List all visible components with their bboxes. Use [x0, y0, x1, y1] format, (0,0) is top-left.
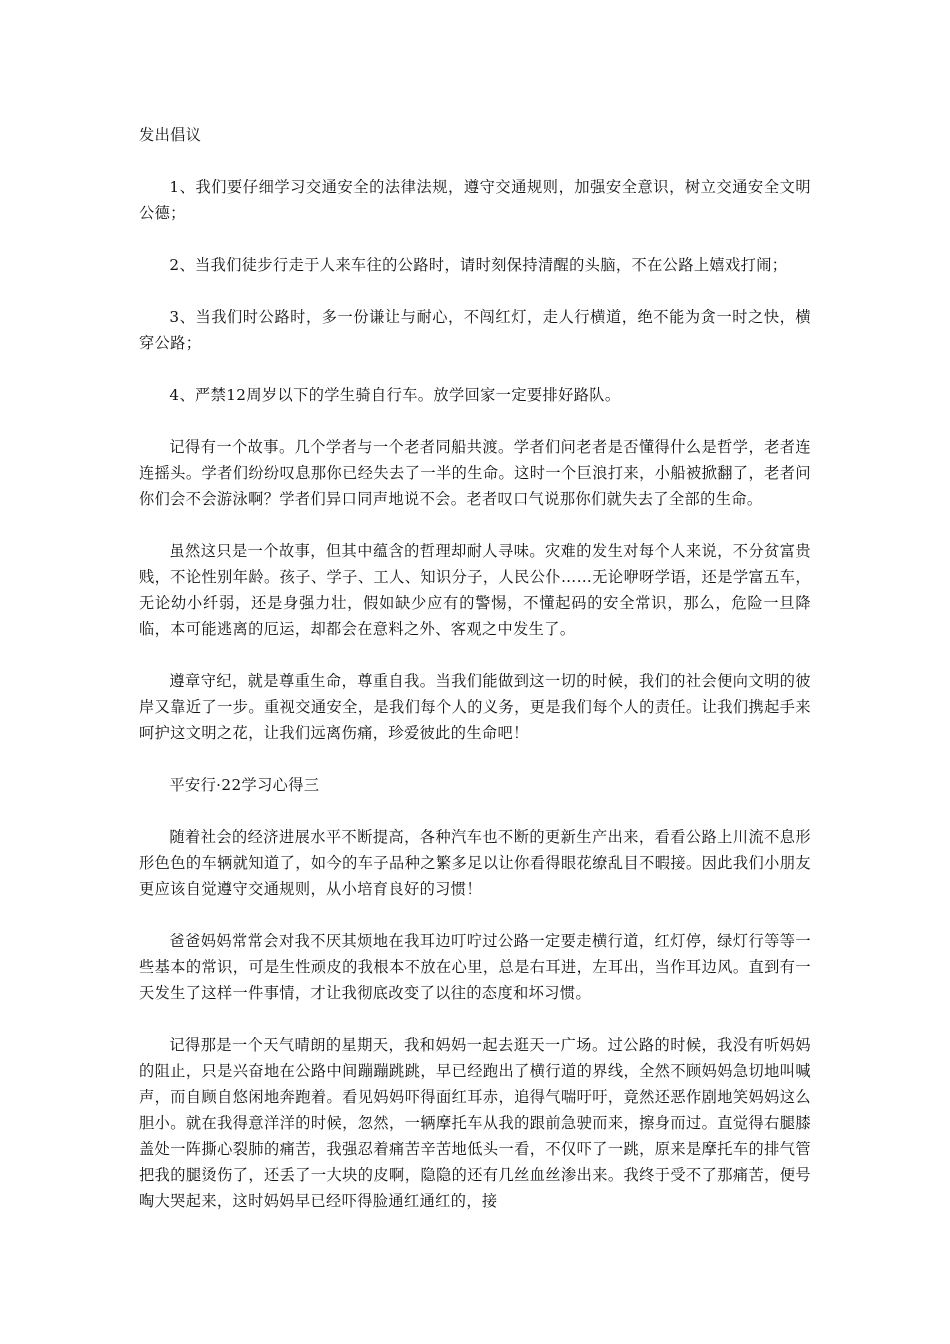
section-heading: 发出倡议: [139, 126, 202, 144]
subsection-title: 平安行·22学习心得三: [169, 776, 320, 794]
proposal-item-3: 3、当我们时公路时，多一份谦让与耐心，不闯红灯，走人行横道，绝不能为贪一时之快，横穿公路；: [139, 308, 811, 352]
document-page: [139, 122, 811, 1240]
proposal-item-1: 1、我们要仔细学习交通安全的法律法规，遵守交通规则，加强安全意识，树立交通安全文明公德；: [139, 178, 811, 222]
story-paragraph: 记得有一个故事。几个学者与一个老者同船共渡。学者们问老者是否懂得什么是哲学，老者连连摇头。学者们纷纷叹息那你已经失去了一半的生命。这时一个巨浪打来，小船被掀翻了，老者问你们会不会游泳啊？学者们异口同声地说不会。老者叹口气说那你们就失去了全部的生命。: [139, 438, 811, 508]
proposal-item-4: 4、严禁12周岁以下的学生骑自行车。放学回家一定要排好路队。: [169, 386, 621, 404]
conclusion-paragraph: 遵章守纪，就是尊重生命，尊重自我。当我们能做到这一切的时候，我们的社会便向文明的彼岸又靠近了一步。重视交通安全，是我们每个人的义务，更是我们每个人的责任。让我们携起手来呵护这文明之花，让我们远离伤痛，珍爱彼此的生命吧！: [139, 672, 811, 742]
essay-paragraph-1: 随着社会的经济进展水平不断提高，各种汽车也不断的更新生产出来，看看公路上川流不息形形色色的车辆就知道了，如今的车子品种之繁多足以让你看得眼花缭乱目不暇接。因此我们小朋友更应该自觉遵守交通规则，从小培育良好的习惯！: [139, 828, 811, 898]
proposal-item-2: 2、当我们徒步行走于人来车往的公路时，请时刻保持清醒的头脑，不在公路上嬉戏打闹；: [169, 256, 788, 274]
reflection-paragraph: 虽然这只是一个故事，但其中蕴含的哲理却耐人寻味。灾难的发生对每个人来说，不分贫富贵贱，不论性别年龄。孩子、学子、工人、知识分子，人民公仆……无论咿呀学语，还是学富五车，无论幼小纤弱，还是身强力壮，假如缺少应有的警惕，不懂起码的安全常识，那么，危险一旦降临，本可能逃离的厄运，却都会在意料之外、客观之中发生了。: [139, 542, 811, 638]
essay-paragraph-3: 记得那是一个天气晴朗的星期天，我和妈妈一起去逛天一广场。过公路的时候，我没有听妈妈的阻止，只是兴奋地在公路中间蹦蹦跳跳，早已经跑出了横行道的界线，全然不顾妈妈急切地叫喊声，而自顾自悠闲地奔跑着。看见妈妈吓得面红耳赤，追得气喘吁吁，竟然还恶作剧地笑妈妈这么胆小。就在我得意洋洋的时候，忽然，一辆摩托车从我的跟前急驶而来，擦身而过。直觉得右腿膝盖处一阵撕心裂肺的痛苦，我强忍着痛苦辛苦地低头一看，不仅吓了一跳，原来是摩托车的排气管把我的腿烫伤了，还丢了一大块的皮啊，隐隐的还有几丝血丝渗出来。我终于受不了那痛苦，便号啕大哭起来，这时妈妈早已经吓得脸通红通红的，接: [139, 1036, 811, 1210]
essay-paragraph-2: 爸爸妈妈常常会对我不厌其烦地在我耳边叮咛过公路一定要走横行道，红灯停，绿灯行等等一些基本的常识，可是生性顽皮的我根本不放在心里，总是右耳进，左耳出，当作耳边风。直到有一天发生了这样一件事情，才让我彻底改变了以往的态度和坏习惯。: [139, 932, 811, 1002]
